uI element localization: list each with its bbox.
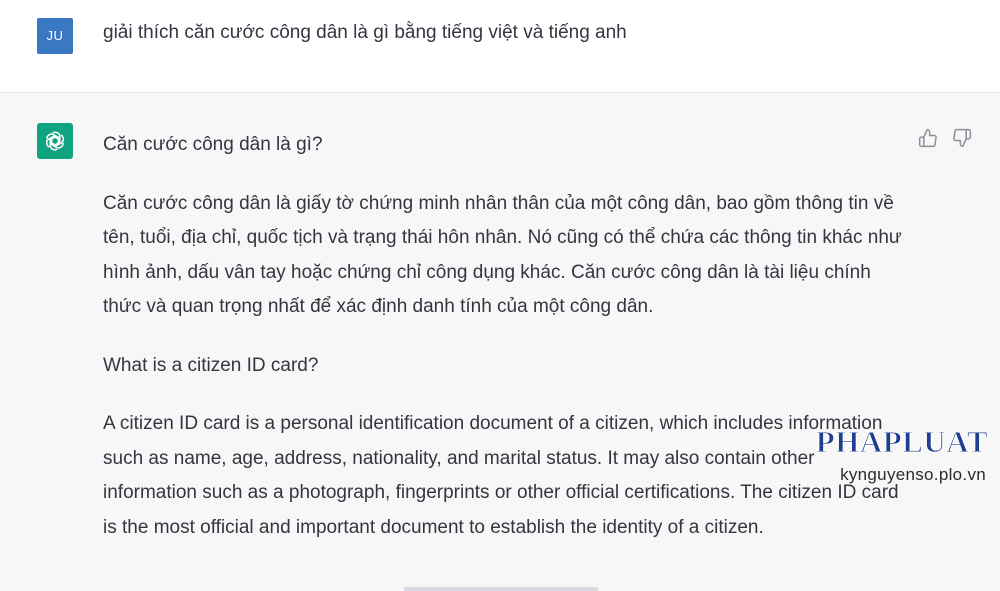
scroll-indicator xyxy=(404,587,598,591)
watermark-logo: PHAPLUAT xyxy=(815,424,988,459)
user-message-text: giải thích căn cước công dân là gì bằng tiếng việt và tiếng anh xyxy=(103,22,627,43)
user-avatar: JU xyxy=(37,18,73,54)
assistant-message-row xyxy=(0,93,1000,591)
paragraph-heading-en: What is a citizen ID card? xyxy=(103,354,319,376)
thumbs-down-icon[interactable] xyxy=(951,127,973,149)
user-message-row xyxy=(0,0,1000,93)
paragraph-heading-vi: Căn cước công dân là gì? xyxy=(103,134,323,155)
assistant-message-content xyxy=(103,128,913,569)
watermark xyxy=(816,425,988,485)
thumbs-up-icon[interactable] xyxy=(917,127,939,149)
paragraph-body-en: A citizen ID card is a personal identification document of a citizen, which includes information such as name, age, address, nationality, and marital status. It may also contain other information such as a photograph, fingerprints or other official certifications. The citizen ID card is the most official and important document to establish the identity of a citizen. xyxy=(103,413,899,538)
paragraph-body-vi: Căn cước công dân là giấy tờ chứng minh nhân thân của một công dân, bao gồm thông tin về tên, tuổi, địa chỉ, quốc tịch và trạng thái hôn nhân. Nó cũng có thể chứa các thông tin khác như hình ảnh, dấu vân tay hoặc chứng chỉ công dụng khác. Căn cước công dân là tài liệu chính thức và quan trọng nhất để xác định danh tính của một công dân. xyxy=(103,192,902,317)
chatgpt-logo-icon xyxy=(37,123,73,159)
watermark-url: kynguyenso.plo.vn xyxy=(840,465,986,484)
